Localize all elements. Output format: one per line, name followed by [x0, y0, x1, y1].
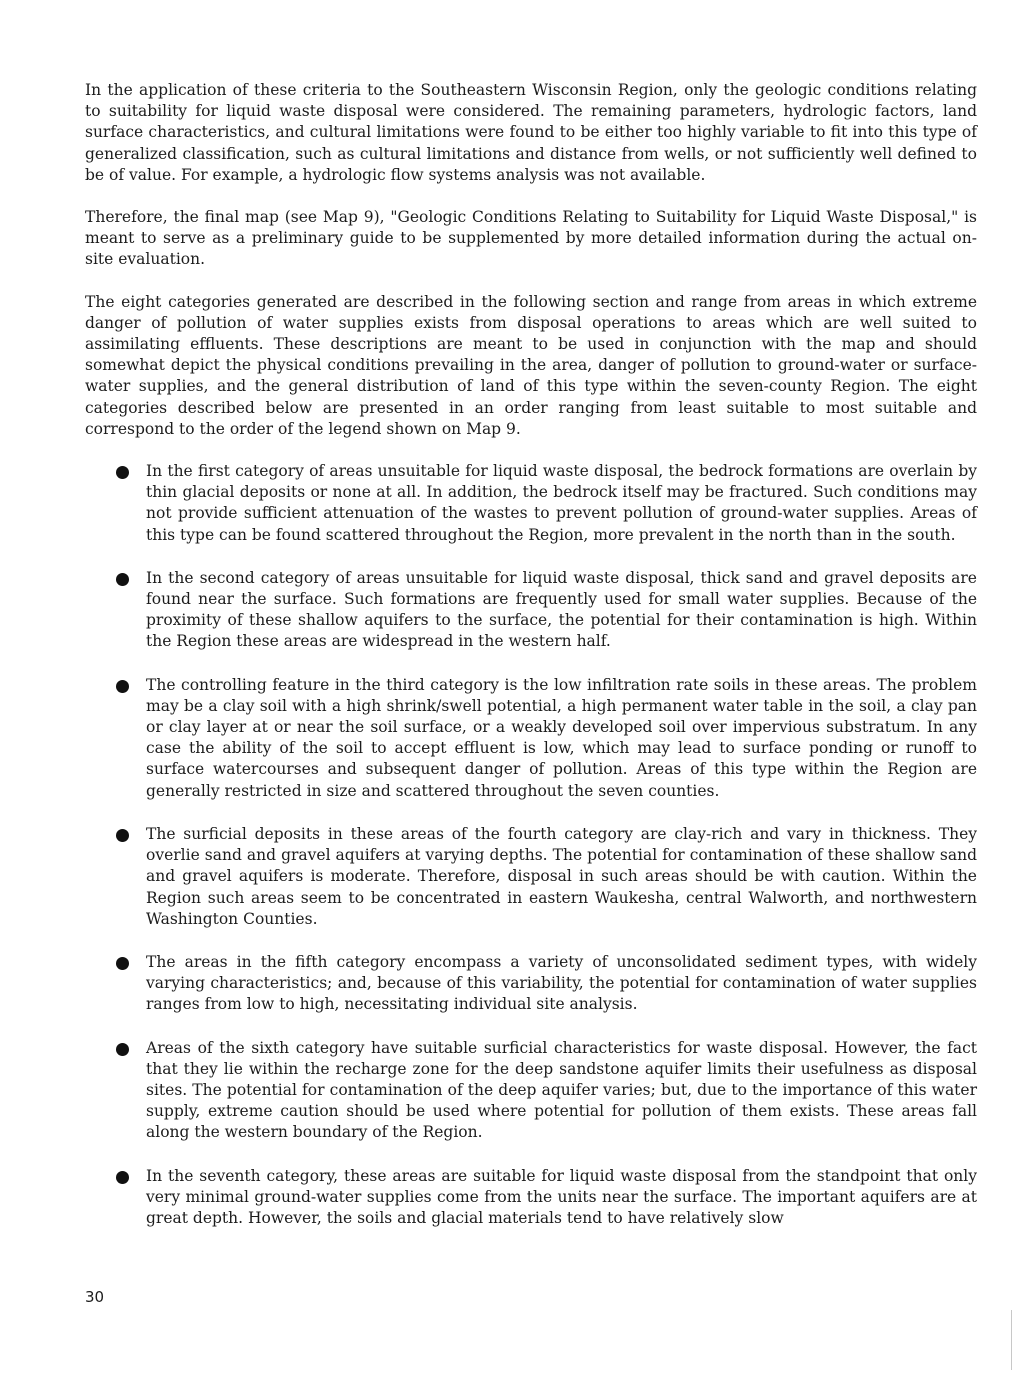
list-item [85, 568, 977, 653]
list-item [85, 824, 977, 930]
paragraph-eight-categories: The eight categories generated are described in the following section and range from areas in which extreme danger of pollution of water supplies exists from disposal operations to areas which are well suited to assimilating effluents. These descriptions are meant to be used in conjunction with the map and should somewhat depict the physical conditions prevailing in the area, danger of pollution to ground-water or surface-water supplies, and the general distribution of land of this type within the seven-county Region. The eight categories described below are presented in an order ranging from least suitable to most suitable and correspond to the order of the legend shown on Map 9. [85, 292, 977, 438]
bullet-icon [116, 573, 129, 586]
bullet-icon [116, 680, 129, 693]
category-list [85, 461, 977, 1229]
category-sixth-text: Areas of the sixth category have suitable surficial characteristics for waste disposal. However, the fact that they lie within the recharge zone for the deep sandstone aquifer limits their usefulness as disposal sites. The potential for contamination of the deep aquifer varies; but, due to the importance of this water supply, extreme caution should be used where potential for pollution of them exists. These areas fall along the western boundary of the Region. [146, 1038, 977, 1142]
bullet-icon [116, 829, 129, 842]
bullet-icon [116, 1171, 129, 1184]
list-item [85, 952, 977, 1016]
paragraph-criteria-application: In the application of these criteria to the Southeastern Wisconsin Region, only the geologic conditions relating to suitability for liquid waste disposal were considered. The remaining parameters, hydrologic factors, land surface characteristics, and cultural limitations were found to be either too highly variable to fit into this type of generalized classification, such as cultural limitations and distance from wells, or not sufficiently well defined to be of value. For example, a hydrologic flow systems analysis was not available. [85, 81, 977, 184]
bullet-icon [116, 466, 129, 479]
category-fourth-text: The surficial deposits in these areas of the fourth category are clay-rich and vary in thickness. They overlie sand and gravel aquifers at varying depths. The potential for contamination of these shallow sand and gravel aquifers is moderate. Therefore, disposal in such areas should be with caution. Within the Region such areas seem to be concentrated in eastern Waukesha, central Walworth, and northwestern Washington Counties. [146, 824, 977, 928]
page-number: 30 [85, 1288, 105, 1306]
bullet-icon [116, 1043, 129, 1056]
scan-edge-divider [1011, 1310, 1012, 1370]
category-first-text: In the first category of areas unsuitable for liquid waste disposal, the bedrock formations are overlain by thin glacial deposits or none at all. In addition, the bedrock itself may be fractured. Such conditions may not provide sufficient attenuation of the wastes to prevent pollution of ground-water supplies. Areas of this type can be found scattered throughout the Region, more prevalent in the north than in the south. [146, 462, 977, 544]
bullet-icon [116, 957, 129, 970]
category-second-text: In the second category of areas unsuitable for liquid waste disposal, thick sand and gravel deposits are found near the surface. Such formations are frequently used for small water supplies. Because of the proximity of these shallow aquifers to the surface, the potential for their contamination is high. Within the Region these areas are widespread in the western half. [146, 568, 977, 651]
category-third-text: The controlling feature in the third category is the low infiltration rate soils in these areas. The problem may be a clay soil with a high shrink/swell potential, a high permanent water table in the soil, a clay pan or clay layer at or near the soil surface, or a weakly developed soil over impervious substratum. In any case the ability of the soil to accept effluent is low, which may lead to surface ponding or runoff to surface watercourses and subsequent danger of pollution. Areas of this type within the Region are generally restricted in size and scattered throughout the seven counties. [146, 675, 977, 800]
list-item [85, 1166, 977, 1230]
list-item [85, 675, 977, 802]
page-body [85, 80, 977, 1251]
category-fifth-text: The areas in the fifth category encompass a variety of unconsolidated sediment types, with widely varying characteristics; and, because of this variability, the potential for contamination of water supplies ranges from low to high, necessitating individual site analysis. [146, 952, 977, 1014]
category-seventh-text: In the seventh category, these areas are suitable for liquid waste disposal from the standpoint that only very minimal ground-water supplies come from the units near the surface. The important aquifers are at great depth. However, the soils and glacial materials tend to have relatively slow [146, 1166, 977, 1227]
list-item [85, 461, 977, 546]
list-item [85, 1038, 977, 1144]
paragraph-final-map: Therefore, the final map (see Map 9), "Geologic Conditions Relating to Suitability for Liquid Waste Disposal," is meant to serve as a preliminary guide to be supplemented by more detailed information during the actual on-site evaluation. [85, 208, 977, 269]
